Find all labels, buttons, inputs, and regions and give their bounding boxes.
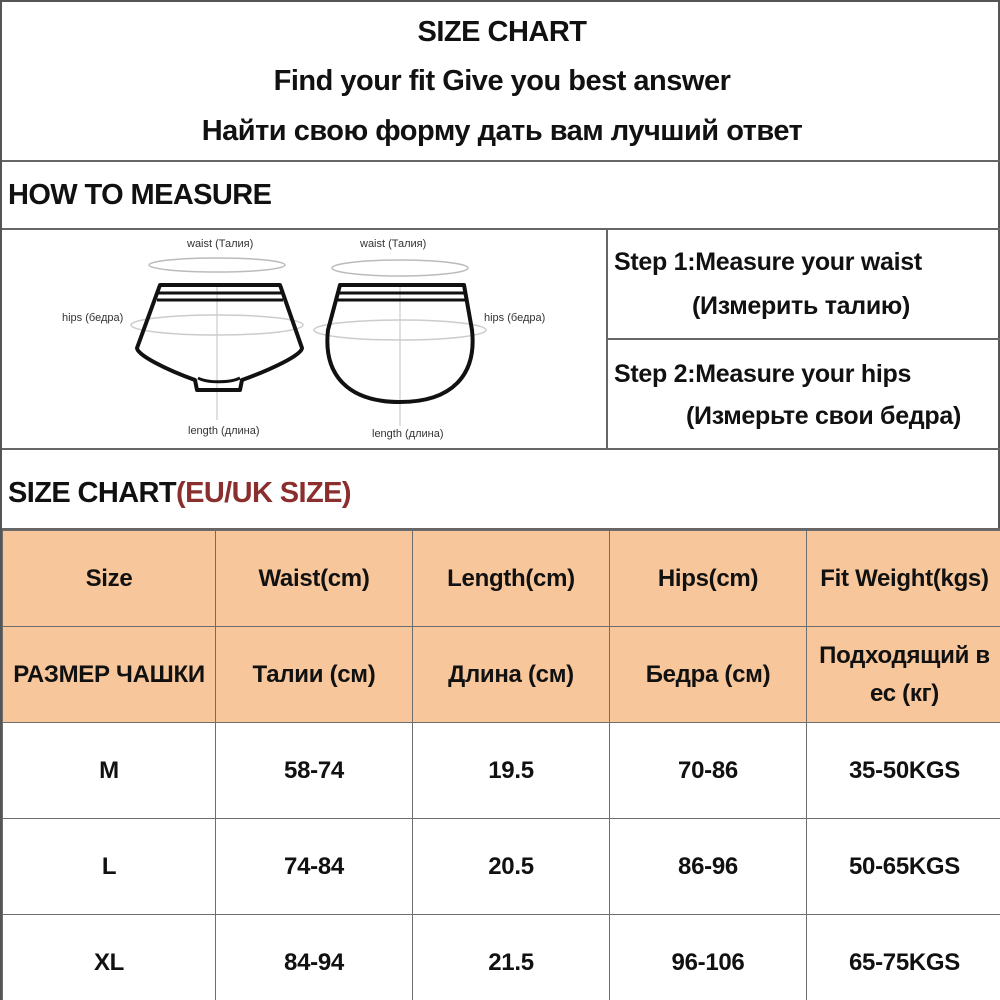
title-block	[2, 2, 1000, 162]
measure-row	[2, 230, 1000, 450]
size-chart-title-main: SIZE CHART	[8, 477, 177, 509]
header-cell: Подходящий в ес (кг)	[807, 627, 1000, 723]
header-cell: Hips(cm)	[610, 531, 807, 627]
step-2-text: Step 2:Measure your hips	[614, 360, 912, 388]
header-cell: Длина (см)	[413, 627, 610, 723]
how-to-measure-row	[2, 162, 1000, 230]
table-header-en	[3, 531, 1000, 627]
table-cell: 50-65KGS	[807, 819, 1000, 915]
table-cell: 74-84	[216, 819, 413, 915]
page-title: SIZE CHART	[417, 16, 587, 48]
table-cell: 86-96	[610, 819, 807, 915]
size-chart-title	[8, 477, 351, 510]
size-chart-title-accent: (EU/UK SIZE)	[176, 477, 351, 509]
length-label-front: length (длина)	[188, 425, 260, 437]
table-header-ru	[3, 627, 1000, 723]
table-cell: 19.5	[413, 723, 610, 819]
waist-label-back: waist (Талия)	[360, 238, 427, 250]
table-cell: M	[3, 723, 216, 819]
step-2-translation: (Измерьте свои бедра)	[686, 402, 961, 430]
header-cell: Fit Weight(kgs)	[807, 531, 1000, 627]
hips-label-front: hips (бедра)	[62, 312, 124, 324]
table-cell: 70-86	[610, 723, 807, 819]
table-row	[3, 723, 1000, 819]
table-cell: 21.5	[413, 915, 610, 1000]
step-1	[608, 230, 1000, 340]
header-cell: Length(cm)	[413, 531, 610, 627]
waist-label-front: waist (Талия)	[187, 238, 254, 250]
header-cell: РАЗМЕР ЧАШКИ	[3, 627, 216, 723]
table-row	[3, 819, 1000, 915]
subtitle-ru: Найти свою форму дать вам лучший ответ	[201, 115, 803, 147]
table-cell: 58-74	[216, 723, 413, 819]
table-cell: L	[3, 819, 216, 915]
how-to-measure-title: HOW TO MEASURE	[8, 179, 272, 211]
size-table	[2, 530, 1000, 1000]
header-cell: Waist(cm)	[216, 531, 413, 627]
briefs-back-icon	[314, 260, 486, 426]
measurement-diagram	[2, 230, 608, 450]
header-cell: Бедра (см)	[610, 627, 807, 723]
table-cell: 84-94	[216, 915, 413, 1000]
briefs-front-icon	[131, 258, 303, 420]
step-1-text: Step 1:Measure your waist	[614, 248, 922, 276]
table-cell: XL	[3, 915, 216, 1000]
table-cell: 65-75KGS	[807, 915, 1000, 1000]
step-2	[608, 340, 1000, 450]
table-cell: 35-50KGS	[807, 723, 1000, 819]
table-row	[3, 915, 1000, 1000]
briefs-illustration-icon	[2, 230, 606, 450]
length-label-back: length (длина)	[372, 428, 444, 440]
size-chart-title-row	[2, 450, 1000, 530]
hips-label-back: hips (бедра)	[484, 312, 546, 324]
step-1-translation: (Измерить талию)	[692, 292, 910, 320]
header-cell: Size	[3, 531, 216, 627]
header-cell: Талии (см)	[216, 627, 413, 723]
subtitle-en: Find your fit Give you best answer	[273, 65, 731, 97]
table-cell: 96-106	[610, 915, 807, 1000]
table-cell: 20.5	[413, 819, 610, 915]
